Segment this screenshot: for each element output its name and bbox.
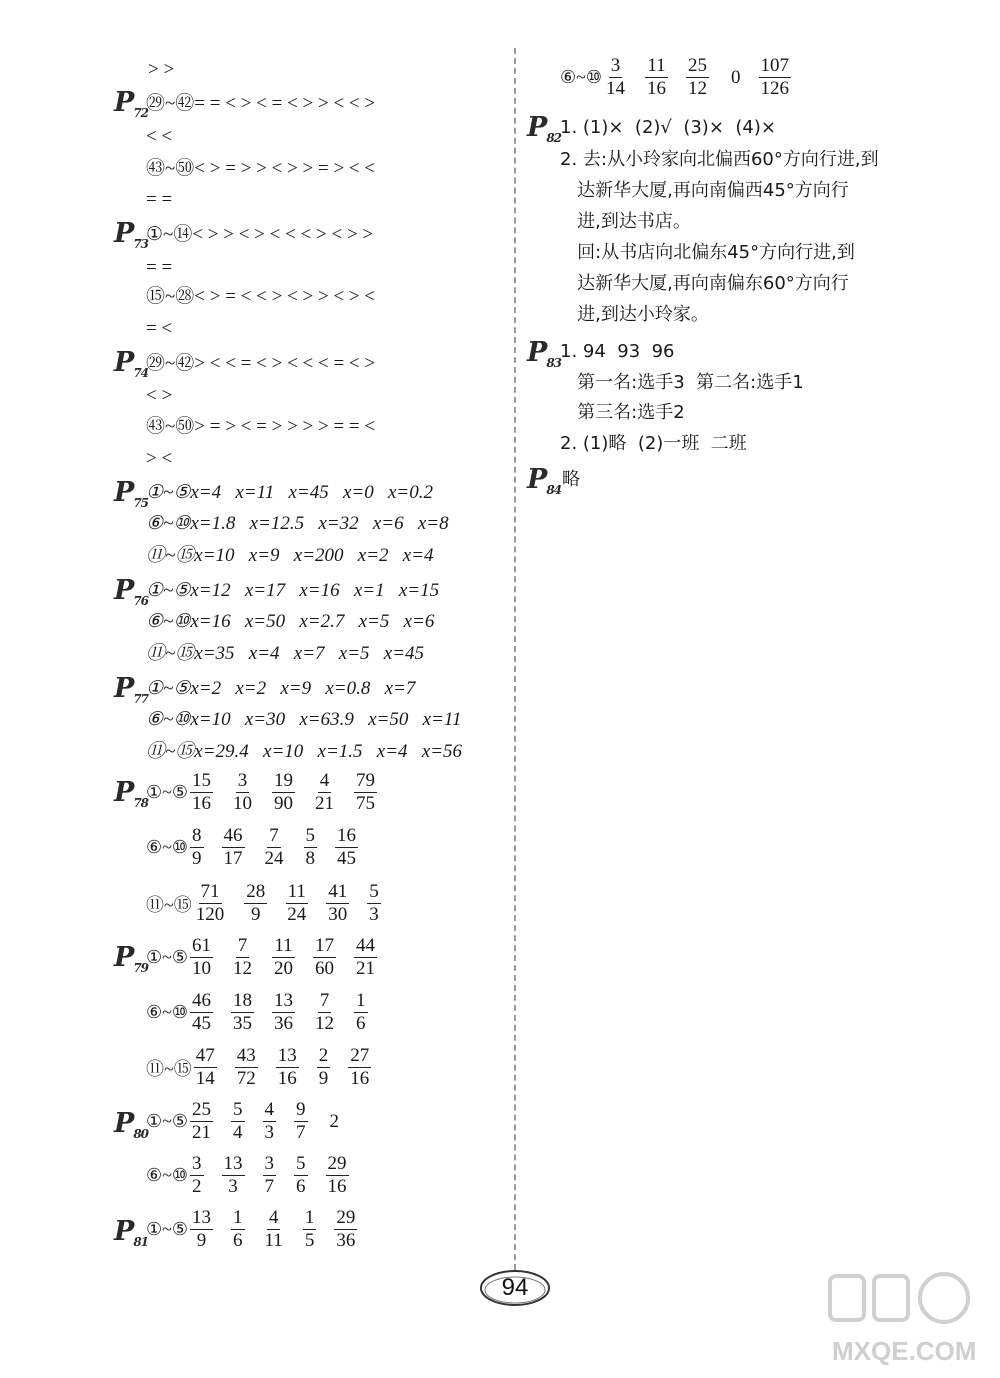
p73-row2: ⑮~㉘< > = < < > < > > < > < xyxy=(146,286,376,307)
fraction: $\frac{4}{11}$ xyxy=(264,1207,283,1251)
watermark-icon xyxy=(822,1270,982,1370)
plain-answer: 2 xyxy=(329,1110,340,1132)
p74-row2-cont: > < xyxy=(146,448,173,469)
p78-row2 xyxy=(146,825,376,870)
fraction: $\frac{29}{36}$ xyxy=(336,1207,356,1251)
fraction: $\frac{43}{72}$ xyxy=(236,1045,256,1089)
fraction: $\frac{17}{60}$ xyxy=(315,935,335,979)
p78-row1 xyxy=(146,770,395,815)
fraction: $\frac{11}{20}$ xyxy=(274,935,294,979)
p79-row1 xyxy=(146,935,395,980)
p77-row3: ⑪~⑮x=29.4 x=10 x=1.5 x=4 x=56 xyxy=(146,741,463,762)
fraction: $\frac{5}{4}$ xyxy=(233,1099,243,1143)
fraction: $\frac{3}{14}$ xyxy=(606,55,626,99)
fraction: $\frac{41}{30}$ xyxy=(328,881,348,925)
range-label: ①~⑤ xyxy=(146,782,189,802)
fraction: $\frac{4}{21}$ xyxy=(315,770,335,814)
fraction: $\frac{71}{120}$ xyxy=(195,881,225,925)
fraction: $\frac{1}{6}$ xyxy=(233,1207,243,1251)
page-marker-p75: $P_{75}$ xyxy=(114,477,149,510)
fraction: $\frac{107}{126}$ xyxy=(760,55,790,99)
p77-row1: ①~⑤x=2 x=2 x=9 x=0.8 x=7 xyxy=(146,678,416,699)
fraction: $\frac{13}{16}$ xyxy=(277,1045,297,1089)
fraction: $\frac{29}{16}$ xyxy=(327,1153,347,1197)
page-marker-p81: $P_{81}$ xyxy=(114,1216,149,1249)
p81-row2 xyxy=(560,55,809,100)
page-marker-p74: $P_{74}$ xyxy=(114,347,149,380)
fraction: $\frac{18}{35}$ xyxy=(233,990,253,1034)
p82-q1: 1. (1)× (2)√ (3)× (4)× xyxy=(560,117,776,138)
fraction: $\frac{44}{21}$ xyxy=(356,935,376,979)
range-label: ①~⑤ xyxy=(146,1219,189,1239)
p76-row1: ①~⑤x=12 x=17 x=16 x=1 x=15 xyxy=(146,580,440,601)
fraction: $\frac{9}{7}$ xyxy=(296,1099,306,1143)
fraction: $\frac{13}{36}$ xyxy=(274,990,294,1034)
page-number-text: 94 xyxy=(501,1274,529,1301)
fraction: $\frac{19}{90}$ xyxy=(274,770,294,814)
p75-row1: ①~⑤x=4 x=11 x=45 x=0 x=0.2 xyxy=(146,482,433,503)
fraction: $\frac{5}{8}$ xyxy=(305,825,316,869)
p79-row3 xyxy=(146,1045,389,1090)
p82-q2-line4: 回:从书店向北偏东45°方向行进,到 xyxy=(560,242,855,263)
p73-row1: ①~⑭< > > < > < < < > < > > xyxy=(146,224,374,245)
fraction: $\frac{25}{12}$ xyxy=(688,55,708,99)
p74-row1: ㉙~㊷> < < = < > < < < = < > xyxy=(146,353,376,374)
p80-row2 xyxy=(146,1153,367,1198)
range-label: ⑥~⑩ xyxy=(146,837,189,857)
p73-row2-cont: = < xyxy=(146,318,173,339)
p72-row2-cont: = = xyxy=(146,189,173,210)
fraction: $\frac{47}{14}$ xyxy=(195,1045,215,1089)
p73-row1-cont: = = xyxy=(146,257,173,278)
range-label: ①~⑤ xyxy=(146,947,189,967)
fraction: $\frac{28}{9}$ xyxy=(246,881,266,925)
fraction: $\frac{13}{3}$ xyxy=(223,1153,243,1197)
range-label: ⑪~⑮ xyxy=(146,894,192,915)
page-marker-p82: $P_{82}$ xyxy=(527,112,562,145)
page-marker-p72: $P_{72}$ xyxy=(114,87,149,120)
p84-answer: 略 xyxy=(562,469,580,490)
fraction: $\frac{3}{7}$ xyxy=(264,1153,275,1197)
fraction: $\frac{27}{16}$ xyxy=(350,1045,370,1089)
fraction: $\frac{5}{3}$ xyxy=(369,881,379,925)
fraction: $\frac{3}{10}$ xyxy=(233,770,253,814)
p79-row2 xyxy=(146,990,386,1035)
fraction: $\frac{46}{45}$ xyxy=(192,990,212,1034)
p76-row2: ⑥~⑩x=16 x=50 x=2.7 x=5 x=6 xyxy=(146,611,435,632)
range-label: ①~⑤ xyxy=(146,1111,189,1131)
page-marker-p78: $P_{78}$ xyxy=(114,777,149,810)
p80-row1 xyxy=(146,1099,339,1144)
fraction: $\frac{1}{5}$ xyxy=(304,1207,315,1251)
p82-q2-line6: 进,到达小玲家。 xyxy=(560,304,709,325)
p83-line2: 第一名:选手3 第二名:选手1 xyxy=(560,372,804,393)
page-marker-p84: $P_{84}$ xyxy=(527,464,562,497)
fraction: $\frac{7}{12}$ xyxy=(233,935,253,979)
p78-row3 xyxy=(146,881,399,926)
p82-q2-line1: 2. 去:从小玲家向北偏西60°方向行进,到 xyxy=(560,149,879,170)
page-marker-p73: $P_{73}$ xyxy=(114,218,149,251)
plain-answer: 0 xyxy=(731,66,741,88)
fraction: $\frac{25}{21}$ xyxy=(192,1099,212,1143)
fraction: $\frac{3}{2}$ xyxy=(192,1153,202,1197)
page-marker-p83: $P_{83}$ xyxy=(527,337,562,370)
fraction: $\frac{7}{24}$ xyxy=(264,825,284,869)
page-marker-p76: $P_{76}$ xyxy=(114,575,149,608)
p83-line1: 1. 94 93 96 xyxy=(560,341,675,362)
column-divider xyxy=(514,48,516,1280)
p82-q2-line3: 进,到达书店。 xyxy=(560,211,691,232)
p82-q2-line2: 达新华大厦,再向南偏西45°方向行 xyxy=(560,180,849,201)
page-marker-p80: $P_{80}$ xyxy=(114,1108,149,1141)
p72-row2: ㊸~㊿< > = > > < > > = > < < xyxy=(146,158,376,179)
fraction: $\frac{2}{9}$ xyxy=(318,1045,329,1089)
p76-row3: ⑪~⑮x=35 x=4 x=7 x=5 x=45 xyxy=(146,643,425,664)
fraction: $\frac{16}{45}$ xyxy=(337,825,357,869)
fraction: $\frac{11}{24}$ xyxy=(287,881,307,925)
range-label: ⑥~⑩ xyxy=(146,1002,189,1022)
fraction: $\frac{46}{17}$ xyxy=(223,825,243,869)
p74-row2: ㊸~㊿> = > < = > > > > = = < xyxy=(146,416,376,437)
watermark-logo xyxy=(822,1270,982,1370)
page-marker-p79: $P_{79}$ xyxy=(114,942,149,975)
fraction: $\frac{8}{9}$ xyxy=(192,825,202,869)
p82-q2-line5: 达新华大厦,再向南偏东60°方向行 xyxy=(560,273,849,294)
watermark-site-text: MXQE.COM xyxy=(832,1336,977,1366)
p75-row2: ⑥~⑩x=1.8 x=12.5 x=32 x=6 x=8 xyxy=(146,513,449,534)
p74-row1-cont: < > xyxy=(146,385,173,406)
fraction: $\frac{13}{9}$ xyxy=(192,1207,212,1251)
page-number xyxy=(479,1268,551,1308)
p72-row1: ㉙~㊷= = < > < = < > > < < > xyxy=(146,93,376,114)
range-label: ⑪~⑮ xyxy=(146,1058,192,1079)
p83-line4: 2. (1)略 (2)一班 二班 xyxy=(560,433,747,454)
range-label: ⑥~⑩ xyxy=(146,1165,189,1185)
fraction: $\frac{1}{6}$ xyxy=(356,990,366,1034)
p81-row1 xyxy=(146,1207,375,1252)
fraction: $\frac{7}{12}$ xyxy=(315,990,335,1034)
fraction: $\frac{11}{16}$ xyxy=(647,55,667,99)
fraction: $\frac{61}{10}$ xyxy=(192,935,212,979)
page-marker-p77: $P_{77}$ xyxy=(114,673,149,706)
p71-tail: > > xyxy=(148,59,175,80)
fraction: $\frac{15}{16}$ xyxy=(192,770,212,814)
fraction: $\frac{79}{75}$ xyxy=(356,770,376,814)
p72-row1-cont: < < xyxy=(146,126,173,147)
p83-line3: 第三名:选手2 xyxy=(560,402,685,423)
fraction: $\frac{4}{3}$ xyxy=(264,1099,275,1143)
fraction: $\frac{5}{6}$ xyxy=(296,1153,306,1197)
range-label: ⑥~⑩ xyxy=(560,67,603,87)
p77-row2: ⑥~⑩x=10 x=30 x=63.9 x=50 x=11 xyxy=(146,709,462,730)
p75-row3: ⑪~⑮x=10 x=9 x=200 x=2 x=4 xyxy=(146,545,434,566)
